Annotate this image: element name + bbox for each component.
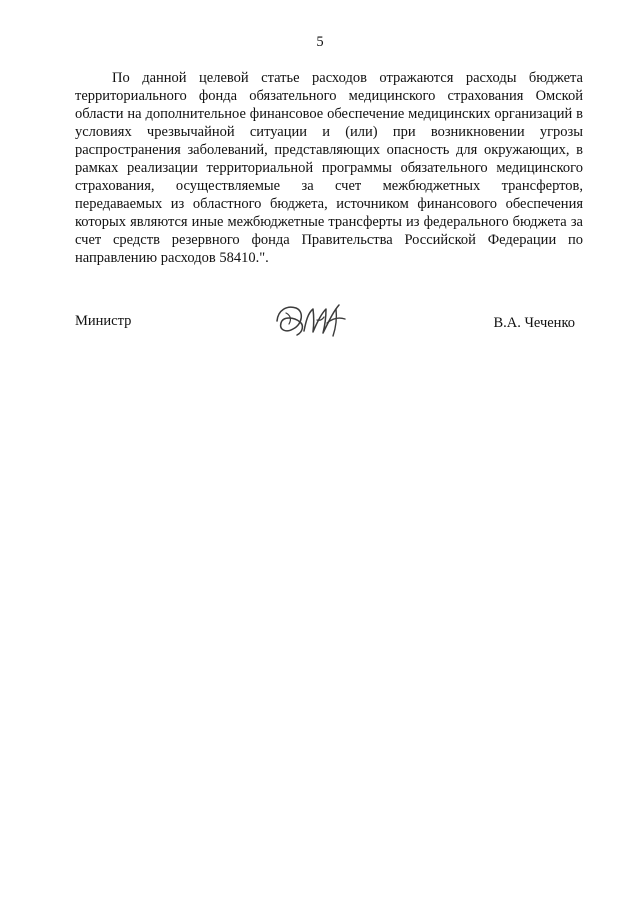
page-number: 5	[316, 34, 324, 50]
body-paragraph: По данной целевой статье расходов отражаются расходы бюджета территориального фонда обязательного медицинского страхования Омской области на дополнительное финансовое обеспечение медицинских организаций в условиях чрезвычайной ситуации и (или) при возникновении угрозы распространения заболеваний, представляющих опасность для окружающих, в рамках реализации территориальной программы обязательного медицинского страхования, осуществляемые за счет межбюджетных трансфертов, передаваемых из областного бюджета, источником финансового обеспечения которых являются иные межбюджетные трансферты из федерального бюджета за счет средств резервного фонда Правительства Российской Федерации по направлению расходов 58410.".	[75, 70, 583, 266]
signatory-position: Министр	[75, 313, 132, 329]
handwritten-signature-icon	[269, 296, 353, 342]
signatory-name: В.А. Чеченко	[493, 315, 575, 331]
signature-block	[75, 296, 583, 346]
